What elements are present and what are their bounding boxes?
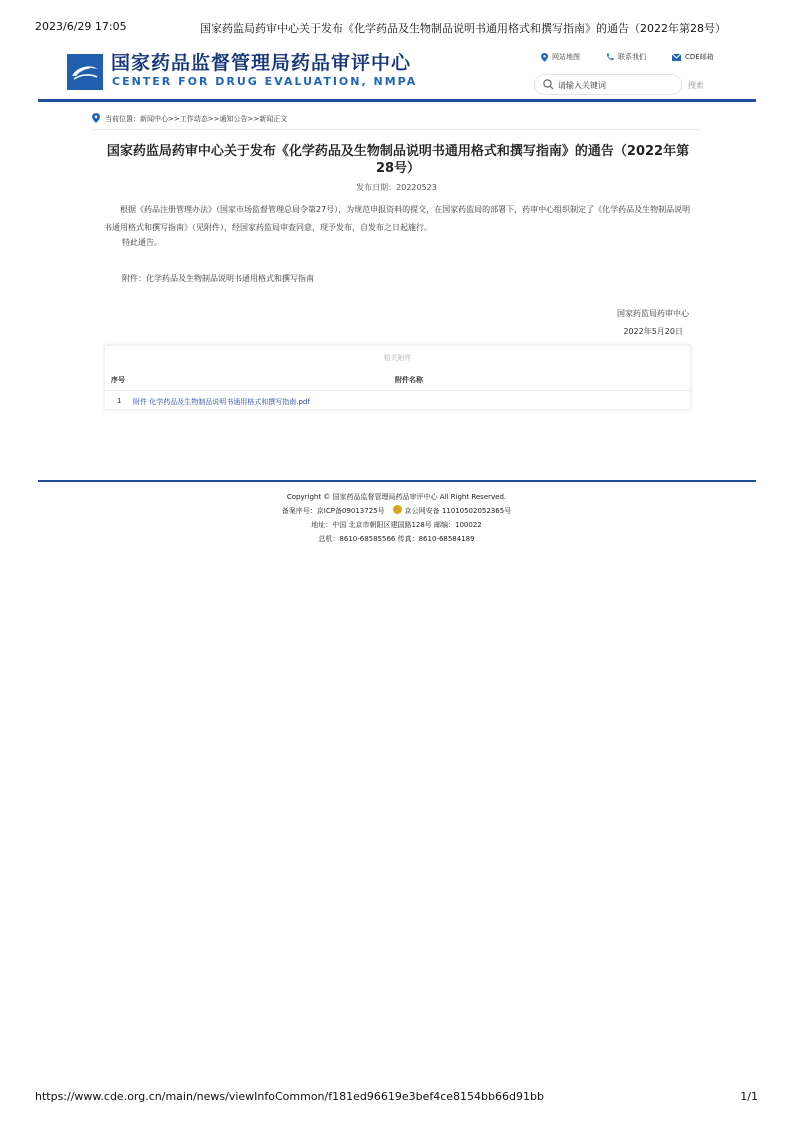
attachment-note: 附件：化学药品及生物制品说明书通用格式和撰写指南 xyxy=(122,274,314,283)
sitemap-label: 网站地图 xyxy=(552,53,580,61)
print-url: https://www.cde.org.cn/main/news/viewInfoCommon/f181ed96619e3bef4ce8154bb66d91bb xyxy=(35,1090,544,1103)
site-header xyxy=(38,48,756,104)
footer-divider xyxy=(38,480,756,482)
column-header-name: 附件名称 xyxy=(395,376,423,384)
police-record-link[interactable]: 京公网安备 11010502052365号 xyxy=(404,507,512,515)
print-page-title: 国家药监局药审中心关于发布《化学药品及生物制品说明书通用格式和撰写指南》的通告（2022年第28号） xyxy=(200,22,726,35)
location-pin-icon xyxy=(92,113,100,123)
table-row xyxy=(105,391,690,410)
contact-link[interactable] xyxy=(606,52,646,62)
publish-date: 发布日期：20220523 xyxy=(356,183,437,192)
site-title-cn[interactable]: 国家药品监督管理局药品审评中心 xyxy=(111,52,412,74)
search-input[interactable] xyxy=(534,74,682,95)
attachment-index: 1 xyxy=(117,397,122,405)
search-placeholder: 请输入关键词 xyxy=(558,81,606,90)
copyright-text: Copyright © 国家药品监督管理局药品审评中心 All Right Reserved. xyxy=(286,493,507,501)
registration-line xyxy=(0,504,793,518)
mail-icon xyxy=(672,54,681,61)
signature-org: 国家药监局药审中心 xyxy=(617,309,689,318)
cde-mail-label: CDE邮箱 xyxy=(685,53,714,61)
column-header-index: 序号 xyxy=(111,376,125,384)
attachments-table xyxy=(104,345,691,410)
icp-link[interactable]: 备案序号：京ICP备09013725号 xyxy=(281,507,385,515)
article-paragraph: 根据《药品注册管理办法》（国家市场监督管理总局令第27号），为规范申报资料的提交，在国家药监局的部署下，药审中心组织制定了《化学药品及生物制品说明书通用格式和撰写指南》（见附件），经国家药监局审查同意，现予发布，自发布之日起施行。 xyxy=(104,205,691,232)
address-text: 地址：中国 北京市朝阳区建国路128号 邮编：100022 xyxy=(311,521,482,529)
search-button[interactable]: 搜索 xyxy=(688,81,704,90)
site-title-en: CENTER FOR DRUG EVALUATION, NMPA xyxy=(112,75,418,88)
cde-logo-icon[interactable] xyxy=(67,54,103,90)
article-title: 国家药监局药审中心关于发布《化学药品及生物制品说明书通用格式和撰写指南》的通告（2022年第28号） xyxy=(106,144,690,176)
print-header xyxy=(35,20,758,36)
header-divider xyxy=(38,99,756,102)
contact-label: 联系我们 xyxy=(618,53,646,61)
signature-date: 2022年5月20日 xyxy=(623,327,683,336)
police-badge-icon xyxy=(393,505,402,514)
table-header xyxy=(105,369,690,391)
breadcrumb-text[interactable]: 当前位置：新闻中心>>工作动态>>通知公告>>新闻正文 xyxy=(105,115,288,123)
phone-text: 总机：8610-68585566 传真：8610-68584189 xyxy=(318,535,475,543)
sitemap-link[interactable] xyxy=(541,52,580,62)
attachment-download-link[interactable]: 附件 化学药品及生物制品说明书通用格式和撰写指南.pdf xyxy=(133,398,310,406)
breadcrumb xyxy=(92,113,700,130)
print-footer xyxy=(35,1090,758,1106)
phone-icon xyxy=(606,53,614,61)
print-page-number: 1/1 xyxy=(740,1090,758,1103)
location-pin-icon xyxy=(541,53,548,62)
attachments-caption: 相关附件 xyxy=(383,354,412,362)
article-closing: 特此通告。 xyxy=(122,238,162,247)
site-footer xyxy=(0,490,793,546)
search-icon xyxy=(543,79,554,90)
print-timestamp: 2023/6/29 17:05 xyxy=(35,20,127,33)
cde-mail-link[interactable] xyxy=(672,52,714,62)
